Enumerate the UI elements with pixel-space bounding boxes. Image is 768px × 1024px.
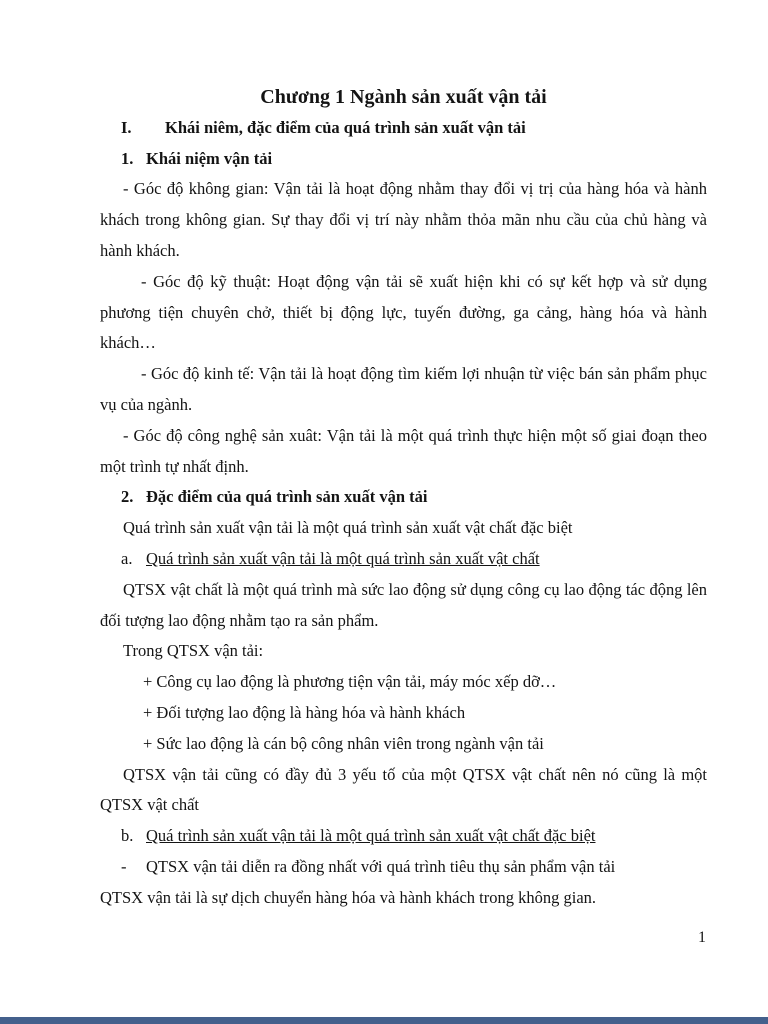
subheading-b-marker: b. (121, 826, 134, 846)
paragraph-technology-perspective: - Góc độ công nghệ sản xuât: Vận tải là một quá trình thực hiện một số giai đoạn theo một trình tự nhất định. (100, 425, 707, 476)
paragraph-space-perspective: - Góc độ không gian: Vận tải là hoạt động nhằm thay đổi vị trị của hàng hóa và hành khách trong không gian. Sự thay đổi vị trí này nhằm thỏa mãn nhu cầu của chủ hàng và hành khách. (100, 179, 707, 260)
subheading-a-marker: a. (121, 548, 133, 568)
paragraph-displacement: QTSX vận tải là sự dịch chuyển hàng hóa và hành khách trong không gian. (100, 887, 597, 907)
heading-2-marker: 2. (121, 487, 134, 507)
heading-roman-1-marker: I. (121, 117, 132, 137)
paragraph-in-qtsx: Trong QTSX vận tải: (123, 641, 264, 661)
heading-1-marker: 1. (121, 148, 134, 168)
paragraph-qtsx-definition: QTSX vật chất là một quá trình mà sức lao động sử dụng công cụ lao động tác động lên đối tượng lao động nhằm tạo ra sản phẩm. (100, 579, 707, 630)
paragraph-three-factors: QTSX vận tải cũng có đầy đủ 3 yếu tố của một QTSX vật chất nên nó cũng là một QTSX vật chất (100, 764, 707, 815)
paragraph-economic-perspective: - Góc độ kinh tế: Vận tải là hoạt động tìm kiếm lợi nhuận từ việc bán sản phẩm phục vụ của ngành. (100, 364, 707, 414)
heading-1-text: Khái niệm vận tải (146, 148, 273, 168)
subheading-b (100, 821, 707, 852)
next-page-edge (0, 1017, 768, 1024)
paragraph-intro-special: Quá trình sản xuất vận tải là một quá trình sản xuất vật chất đặc biệt (123, 518, 573, 538)
list-item-labor: + Sức lao động là cán bộ công nhân viên trong ngành vận tải (143, 733, 544, 753)
heading-2-text: Đặc điểm của quá trình sản xuất vận tải (146, 487, 428, 507)
heading-1 (100, 144, 707, 175)
subheading-a (100, 544, 707, 575)
dash-item-text: QTSX vận tải diễn ra đồng nhất với quá trình tiêu thụ sản phẩm vận tải (146, 856, 616, 876)
heading-2 (100, 482, 707, 513)
heading-roman-1-text: Khái niêm, đặc điểm của quá trình sản xuất vận tải (165, 117, 526, 137)
document-body (100, 82, 707, 914)
list-item-objects: + Đối tượng lao động là hàng hóa và hành khách (143, 702, 466, 722)
paragraph-technical-perspective: - Góc độ kỹ thuật: Hoạt động vận tải sẽ xuất hiện khi có sự kết hợp và sử dụng phương tiện chuyên chở, thiết bị động lực, tuyến đường, ga cảng, hàng hóa và hành khách… (100, 271, 707, 353)
dash-item-marker: - (121, 856, 127, 876)
subheading-a-text: Quá trình sản xuất vận tải là một quá trình sản xuất vật chất (146, 548, 540, 568)
heading-roman-1 (100, 113, 707, 144)
chapter-title: Chương 1 Ngành sản xuất vận tải (260, 86, 547, 108)
dash-item-consumption (100, 852, 707, 883)
list-item-tools: + Công cụ lao động là phương tiện vận tải, máy móc xếp dỡ… (143, 672, 557, 692)
subheading-b-text: Quá trình sản xuất vận tải là một quá trình sản xuất vật chất đặc biệt (146, 826, 596, 846)
page-number: 1 (698, 929, 706, 946)
